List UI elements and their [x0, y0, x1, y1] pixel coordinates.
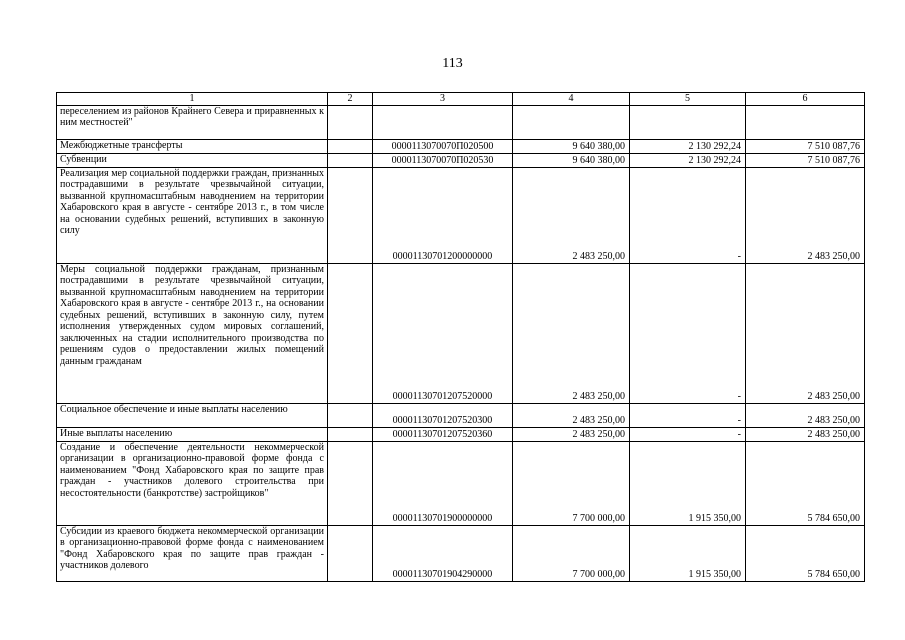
row-value-4: 9 640 380,00 [513, 139, 630, 153]
row-value-6: 2 483 250,00 [746, 403, 865, 427]
row-value-4: 9 640 380,00 [513, 153, 630, 167]
column-header: 1 [57, 93, 328, 106]
row-code: 00001130701900000000 [373, 441, 513, 525]
column-header: 5 [630, 93, 746, 106]
table-row [57, 427, 865, 441]
row-value-5: 1 915 350,00 [630, 525, 746, 581]
row-name: Реализация мер социальной поддержки граждан, признанных пострадавшими в результате чрезвычайной ситуации, вызванной крупномасштабным наводнением на территории Хабаровского края в августе - сентябре 2013 г., в том числе на основании судебных решений, вступивших в законную силу [57, 167, 328, 263]
table-row [57, 139, 865, 153]
row-value-5: 2 130 292,24 [630, 153, 746, 167]
row-code: 00001130701207520360 [373, 427, 513, 441]
budget-table [56, 92, 865, 582]
row-code [373, 105, 513, 139]
row-code: 00001130701200000000 [373, 167, 513, 263]
row-col2 [328, 525, 373, 581]
row-name: Меры социальной поддержки гражданам, признанным пострадавшими в результате чрезвычайной ситуации, вызванной крупномасштабным наводнением на территории Хабаровского края в августе - сентябре 2013 г., на основании судебных решений, вступивших в законную силу, путем исполнения утвержденных судом мировых соглашений, заключенных на стадии исполнительного производства по решениям судов о предоставлении жилых помещений данным гражданам [57, 263, 328, 403]
row-value-5: 1 915 350,00 [630, 441, 746, 525]
column-header: 3 [373, 93, 513, 106]
row-value-4: 2 483 250,00 [513, 263, 630, 403]
row-value-4: 7 700 000,00 [513, 525, 630, 581]
row-value-4 [513, 105, 630, 139]
row-value-5 [630, 105, 746, 139]
table-row [57, 105, 865, 139]
page-number: 113 [442, 56, 463, 71]
table-row [57, 153, 865, 167]
row-value-6: 5 784 650,00 [746, 525, 865, 581]
row-value-6: 7 510 087,76 [746, 139, 865, 153]
row-value-6: 5 784 650,00 [746, 441, 865, 525]
row-name: Субвенции [57, 153, 328, 167]
table-row [57, 167, 865, 263]
row-code: 00001130701207520300 [373, 403, 513, 427]
table-row [57, 263, 865, 403]
row-value-5: - [630, 167, 746, 263]
row-value-6: 2 483 250,00 [746, 427, 865, 441]
row-value-5: - [630, 403, 746, 427]
column-header: 2 [328, 93, 373, 106]
table-row [57, 403, 865, 427]
row-code: 00001130701207520000 [373, 263, 513, 403]
row-col2 [328, 167, 373, 263]
row-col2 [328, 403, 373, 427]
row-code: 0000113070070П020500 [373, 139, 513, 153]
row-name: переселением из районов Крайнего Севера и приравненных к ним местностей" [57, 105, 328, 139]
row-name: Создание и обеспечение деятельности некоммерческой организации в организационно-правовой форме фонда с наименованием "Фонд Хабаровского края по защите прав граждан - участников долевого строительства при несостоятельности (банкротстве) застройщиков" [57, 441, 328, 525]
row-name: Субсидии из краевого бюджета некоммерческой организации в организационно-правовой форме фонда с наименованием "Фонд Хабаровского края по защите прав граждан - участников долевого [57, 525, 328, 581]
row-name: Иные выплаты населению [57, 427, 328, 441]
row-col2 [328, 427, 373, 441]
table-row [57, 441, 865, 525]
row-value-5: - [630, 263, 746, 403]
row-code: 0000113070070П020530 [373, 153, 513, 167]
row-value-4: 2 483 250,00 [513, 427, 630, 441]
row-value-5: - [630, 427, 746, 441]
row-value-4: 2 483 250,00 [513, 403, 630, 427]
table-row [57, 525, 865, 581]
column-header: 6 [746, 93, 865, 106]
row-value-6 [746, 105, 865, 139]
row-value-5: 2 130 292,24 [630, 139, 746, 153]
row-col2 [328, 153, 373, 167]
row-col2 [328, 263, 373, 403]
row-name: Межбюджетные трансферты [57, 139, 328, 153]
row-col2 [328, 105, 373, 139]
row-value-6: 2 483 250,00 [746, 167, 865, 263]
row-col2 [328, 441, 373, 525]
table-header-row [57, 93, 865, 106]
row-code: 00001130701904290000 [373, 525, 513, 581]
row-value-6: 2 483 250,00 [746, 263, 865, 403]
row-value-6: 7 510 087,76 [746, 153, 865, 167]
row-name: Социальное обеспечение и иные выплаты населению [57, 403, 328, 427]
row-value-4: 2 483 250,00 [513, 167, 630, 263]
row-value-4: 7 700 000,00 [513, 441, 630, 525]
column-header: 4 [513, 93, 630, 106]
row-col2 [328, 139, 373, 153]
